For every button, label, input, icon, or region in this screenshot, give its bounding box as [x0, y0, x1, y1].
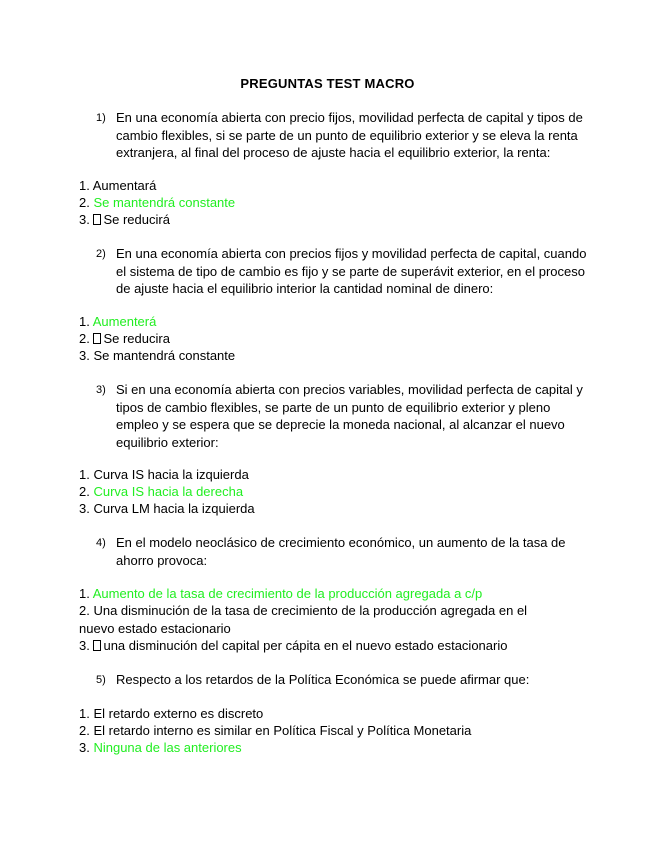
option-4-2 [79, 602, 549, 637]
option-number: 2. [79, 723, 90, 738]
question-text: Si en una economía abierta con precios variables, movilidad perfecta de capital y tipos de cambio flexibles, se parte de un punto de equilibrio exterior y pleno empleo y se espera que se deprecie la moneda nacional, al alcanzar el nuevo equilibrio exterior: [116, 382, 583, 450]
option-text: Aumentará [92, 178, 157, 193]
option-4-1 [79, 585, 599, 603]
option-number: 3. [79, 638, 90, 653]
question-text: En el modelo neoclásico de crecimiento económico, un aumento de la tasa de ahorro provoca: [116, 535, 566, 568]
question-text: En una economía abierta con precios fijos y movilidad perfecta de capital, cuando el sistema de tipo de cambio es fijo y se parte de superávit exterior, en el proceso de ajuste hacia el equilibrio interior la cantidad nominal de dinero: [116, 246, 587, 296]
question-3 [96, 381, 592, 451]
option-number: 1. [79, 314, 90, 329]
option-1-2 [79, 194, 599, 212]
question-number: 2) [96, 248, 106, 260]
option-3-3 [79, 500, 599, 518]
question-text: En una economía abierta con precio fijos, movilidad perfecta de capital y tipos de cambio flexibles, si se parte de un punto de equilibrio exterior y se eleva la renta extranjera, al final del proceso de ajuste hacia el equilibrio exterior, la renta: [116, 110, 583, 160]
option-text: El retardo externo es discreto [93, 706, 264, 721]
option-text: Se mantendrá constante [93, 348, 236, 363]
option-4-3 [79, 637, 599, 655]
option-number: 2. [79, 603, 90, 618]
option-text: Curva IS hacia la izquierda [93, 467, 249, 482]
missing-glyph-box-icon [93, 333, 101, 344]
option-text: Curva LM hacia la izquierda [93, 501, 255, 516]
question-1 [96, 109, 592, 162]
option-text-correct: Aumento de la tasa de crecimiento de la producción agregada a c/p [92, 586, 483, 601]
missing-glyph-box-icon [93, 640, 101, 651]
option-number: 1. [79, 706, 90, 721]
question-2 [96, 245, 592, 298]
option-3-1 [79, 466, 599, 484]
option-text-correct: Curva IS hacia la derecha [93, 484, 244, 499]
option-3-2 [79, 483, 599, 501]
option-2-2 [79, 330, 599, 348]
question-4 [96, 534, 592, 569]
page-title: PREGUNTAS TEST MACRO [240, 76, 415, 91]
option-text: Se reducirá [103, 212, 170, 227]
option-number: 2. [79, 195, 90, 210]
option-text-correct: Se mantendrá constante [93, 195, 236, 210]
option-5-2 [79, 722, 599, 740]
option-number: 3. [79, 501, 90, 516]
option-number: 3. [79, 348, 90, 363]
option-text: una disminución del capital per cápita en el nuevo estado estacionario [103, 638, 508, 653]
option-1-3 [79, 211, 599, 229]
option-number: 1. [79, 586, 90, 601]
missing-glyph-box-icon [93, 214, 101, 225]
question-number: 5) [96, 674, 106, 686]
option-1-1 [79, 177, 599, 195]
option-text: Una disminución de la tasa de crecimiento de la producción agregada en el nuevo estado estacionario [79, 603, 528, 636]
option-number: 2. [79, 331, 90, 346]
question-number: 3) [96, 384, 106, 396]
option-5-3 [79, 739, 599, 757]
option-number: 1. [79, 467, 90, 482]
option-text: Se reducira [103, 331, 170, 346]
option-text: El retardo interno es similar en Política Fiscal y Política Monetaria [93, 723, 472, 738]
option-2-3 [79, 347, 599, 365]
option-5-1 [79, 705, 599, 723]
question-number: 1) [96, 112, 106, 124]
option-number: 2. [79, 484, 90, 499]
option-number: 1. [79, 178, 90, 193]
option-text-correct: Aumenterá [92, 314, 157, 329]
option-text-correct: Ninguna de las anteriores [93, 740, 242, 755]
option-2-1 [79, 313, 599, 331]
option-number: 3. [79, 740, 90, 755]
option-number: 3. [79, 212, 90, 227]
question-5 [96, 671, 592, 689]
question-number: 4) [96, 537, 106, 549]
question-text: Respecto a los retardos de la Política Económica se puede afirmar que: [116, 672, 530, 687]
